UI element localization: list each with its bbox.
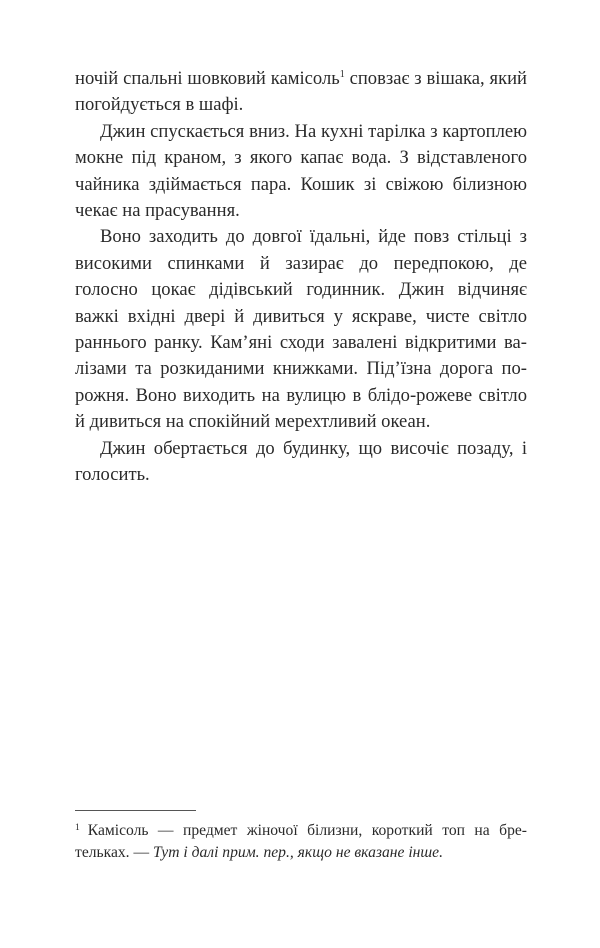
paragraph-1 [75, 66, 527, 119]
footnote-reference: 1 [339, 69, 345, 80]
footnote-text: Камісоль — предмет жіночої білизни, короткий топ на бретельках. — [75, 822, 527, 862]
paragraph-2: Джин спускається вниз. На кухні тарілка з картоплею мокне під краном, з якого капає вода. З відставленого чайника здіймається пара. Кошик зі свіжою білизною чекає на прасування. [75, 120, 527, 222]
paragraph-4: Джин обертається до будинку, що височіє позаду, і голосить. [75, 437, 527, 486]
paragraph-1-text: ночій спальні шовковий камісоль [75, 68, 340, 89]
paragraph-1-text-cont: сповзає з вішака, який погойдується в шафі. [75, 68, 528, 116]
footnote-marker: 1 [75, 823, 80, 833]
paragraph-3: Воно заходить до довгої їдальні, йде повз стільці з високими спинками й зазирає до передпокою, де голосно цокає дідівський годинник. Джин відчиняє важкі вхідні двері й дивиться у яскраве, чисте світло раннього ранку. Кам’яні сходи завалені відкритими валізами та розкиданими книжками. Під’їзна дорога порожня. Воно виходить на вулицю в блідо-рожеве світло й дивиться на спокійний мерехтливий океан. [75, 226, 527, 433]
footnote-italic-text: Тут і далі прим. пер., якщо не вказане інше. [152, 844, 443, 862]
footnote-divider [75, 810, 196, 811]
body-text [75, 66, 527, 489]
footnote [75, 820, 527, 865]
